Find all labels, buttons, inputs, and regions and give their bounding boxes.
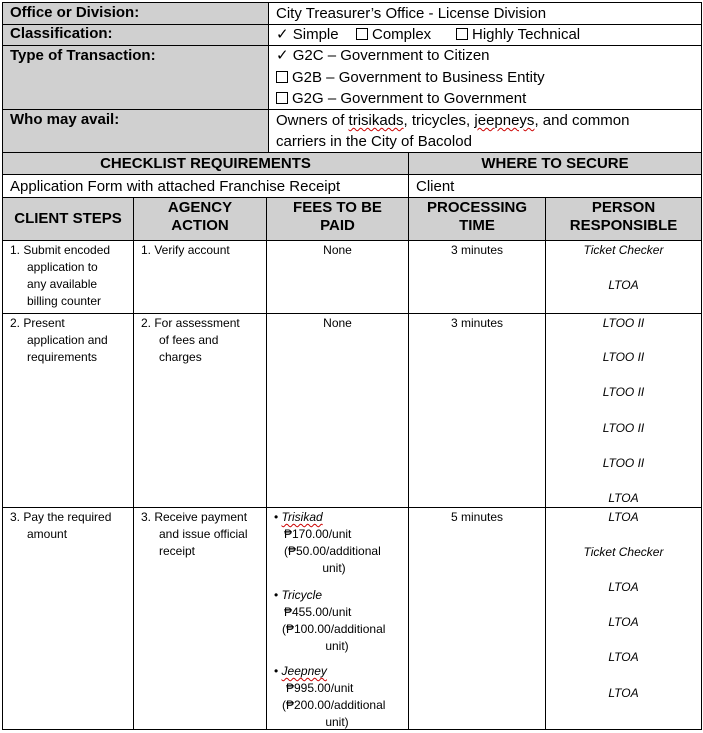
agency-action-header: AGENCY ACTION xyxy=(167,199,233,234)
where-to-secure-header: WHERE TO SECURE xyxy=(481,155,629,172)
person-responsible-header: PERSON RESPONSIBLE xyxy=(569,199,678,234)
bullet-icon: • xyxy=(274,588,279,602)
checkbox-empty-icon xyxy=(276,92,288,104)
column-divider xyxy=(266,198,267,730)
step-3-person: LTOA xyxy=(608,615,639,629)
table-border xyxy=(701,2,702,730)
checklist-requirements-header: CHECKLIST REQUIREMENTS xyxy=(100,155,311,172)
fee-item-jeepney: • Jeepney ₱995.00/unit (₱200.00/additional unit) xyxy=(274,664,386,729)
requirement-source: Client xyxy=(416,178,455,195)
check-icon: ✓ xyxy=(276,47,289,64)
classification-option-simple: ✓ Simple xyxy=(276,26,339,43)
step-2-person: LTOO II xyxy=(602,385,645,399)
table-border xyxy=(2,2,702,3)
row-divider xyxy=(2,152,702,153)
office-value: City Treasurer’s Office - License Division xyxy=(276,5,547,22)
step-2-person: LTOO II xyxy=(602,316,645,330)
office-label: Office or Division: xyxy=(10,4,140,21)
classification-option-highly-technical: Highly Technical xyxy=(456,26,580,44)
row-divider xyxy=(2,45,702,46)
step-2-person: LTOO II xyxy=(602,421,645,435)
column-divider xyxy=(408,198,409,730)
row-divider xyxy=(2,197,702,198)
transaction-option-g2b: G2B – Government to Business Entity xyxy=(276,69,545,87)
step-3-person: LTOA xyxy=(608,650,639,664)
fees-header: FEES TO BE PAID xyxy=(293,199,382,234)
step-2-person: LTOO II xyxy=(602,350,645,364)
processing-time-header: PROCESSING TIME xyxy=(426,199,528,234)
step-1-person: Ticket Checker xyxy=(583,243,664,257)
step-1-client: 1. Submit encoded application to any available billing counter xyxy=(10,243,111,308)
row-divider xyxy=(2,507,702,508)
step-2-time: 3 minutes xyxy=(450,316,504,330)
table-border xyxy=(2,2,3,730)
checkbox-empty-icon xyxy=(276,71,288,83)
classification-option-complex: Complex xyxy=(356,26,431,44)
bullet-icon: • xyxy=(274,510,279,524)
column-divider xyxy=(268,2,269,153)
step-3-person: Ticket Checker xyxy=(583,545,664,559)
checkbox-empty-icon xyxy=(456,28,468,40)
step-1-person: LTOA xyxy=(608,278,639,292)
transaction-option-g2g: G2G – Government to Government xyxy=(276,90,526,108)
step-3-person: LTOA xyxy=(608,686,639,700)
check-icon: ✓ xyxy=(276,26,289,43)
row-divider xyxy=(2,313,702,314)
step-2-person: LTOO II xyxy=(602,456,645,470)
avail-label: Who may avail: xyxy=(10,111,120,128)
classification-label: Classification: xyxy=(10,25,113,42)
step-2-client: 2. Present application and requirements xyxy=(10,316,108,364)
step-3-person: LTOA xyxy=(608,580,639,594)
step-2-agency: 2. For assessment of fees and charges xyxy=(141,316,240,364)
bullet-icon: • xyxy=(274,664,279,678)
step-1-agency: 1. Verify account xyxy=(141,243,230,257)
avail-text-line-1: Owners of trisikads, tricycles, jeepneys, and common xyxy=(276,112,630,129)
transaction-label: Type of Transaction: xyxy=(10,47,156,64)
column-divider xyxy=(133,198,134,730)
step-3-time: 5 minutes xyxy=(450,510,504,524)
client-steps-header: CLIENT STEPS xyxy=(14,210,122,227)
row-divider xyxy=(2,240,702,241)
row-divider xyxy=(2,109,702,110)
fee-item-tricycle: • Tricycle ₱455.00/unit (₱100.00/additional unit) xyxy=(274,588,386,653)
step-1-time: 3 minutes xyxy=(450,243,504,257)
step-3-client: 3. Pay the required amount xyxy=(10,510,112,541)
step-3-person: LTOA xyxy=(608,510,639,524)
transaction-option-g2c: ✓ G2C – Government to Citizen xyxy=(276,47,490,64)
checkbox-empty-icon xyxy=(356,28,368,40)
step-2-person: LTOA xyxy=(608,491,639,505)
fee-item-trisikad: • Trisikad ₱170.00/unit (₱50.00/additional unit) xyxy=(274,510,381,575)
step-3-agency: 3. Receive payment and issue official receipt xyxy=(141,510,248,558)
row-divider xyxy=(2,174,702,175)
step-2-fees: None xyxy=(323,316,352,330)
requirement-item: Application Form with attached Franchise Receipt xyxy=(10,178,341,195)
avail-text-line-2: carriers in the City of Bacolod xyxy=(276,133,472,150)
step-1-fees: None xyxy=(323,243,352,257)
